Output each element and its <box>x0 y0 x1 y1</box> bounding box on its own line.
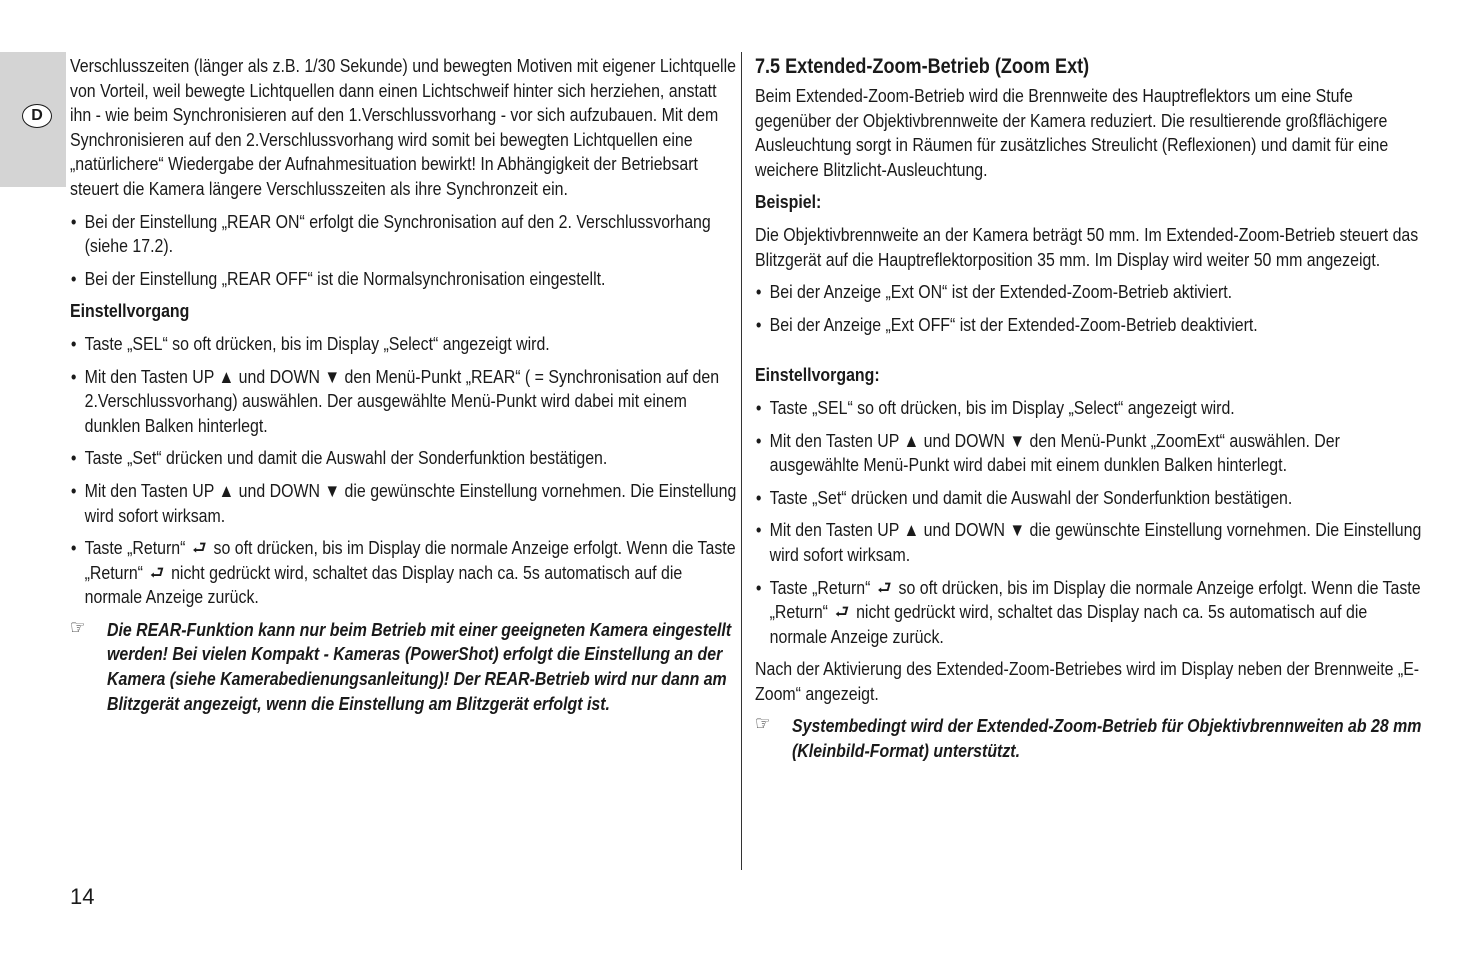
list-item: • Taste „Return“ ⮐ so oft drücken, bis im Display die normale Anzeige erfolgt. Wenn die Taste „Return“ ⮐ nicht gedrückt wird, schaltet das Display nach ca. 5s automatisch auf die normale Anzeige zurück. <box>70 537 736 608</box>
list-item: • Taste „Set“ drücken und damit die Auswahl der Sonderfunktion bestätigen. <box>70 447 608 469</box>
spacer <box>755 345 1422 363</box>
list-item: • Mit den Tasten UP ▲ und DOWN ▼ die gewünschte Einstellung vornehmen. Die Einstellung wird sofort wirksam. <box>70 479 737 526</box>
list-item: • Taste „Return“ ⮐ so oft drücken, bis im Display die normale Anzeige erfolgt. Wenn die Taste „Return“ ⮐ nicht gedrückt wird, schaltet das Display nach ca. 5s automatisch auf die normale Anzeige zurück. <box>755 576 1421 647</box>
list-item: • Bei der Einstellung „REAR OFF“ ist die Normalsynchronisation eingestellt. <box>70 267 606 289</box>
left-column <box>70 54 735 716</box>
list-item: • Mit den Tasten UP ▲ und DOWN ▼ den Menü-Punkt „REAR“ ( = Synchronisation auf den 2.Verschlussvorhang) auswählen. Der ausgewählte Menü-Punkt wird dabei mit einem dunklen Balken hinterlegt. <box>70 365 720 436</box>
list-item: • Taste „SEL“ so oft drücken, bis im Display „Select“ angezeigt wird. <box>70 332 550 354</box>
page-number: 14 <box>70 884 95 909</box>
example-paragraph: Die Objektivbrennweite an der Kamera beträgt 50 mm. Im Extended-Zoom-Betrieb steuert das Blitzgerät auf die Hauptreflektorposition 35 mm. Im Display wird weiter 50 mm angezeigt. <box>755 223 1419 270</box>
list-item: • Bei der Anzeige „Ext OFF“ ist der Extended-Zoom-Betrieb deaktiviert. <box>755 313 1258 335</box>
section-title: 7.5 Extended-Zoom-Betrieb (Zoom Ext) <box>755 55 1090 78</box>
right-column <box>755 54 1420 764</box>
language-badge: D <box>22 104 52 128</box>
return-icon: ⮐ <box>149 561 165 583</box>
list-item: • Bei der Anzeige „Ext ON“ ist der Extended-Zoom-Betrieb aktiviert. <box>755 281 1233 303</box>
right-intro-paragraph: Beim Extended-Zoom-Betrieb wird die Brennweite des Hauptreflektors um eine Stufe gegenüber der Objektivbrennweite der Kamera reduziert. Die resultierende großflächigere Ausleuchtung sorgt in Räumen für zusätzliches Streulicht (Reflexionen) und damit für eine weichere Blitzlicht-Ausleuchtung. <box>755 85 1389 180</box>
note-box <box>70 618 737 716</box>
list-item: • Mit den Tasten UP ▲ und DOWN ▼ die gewünschte Einstellung vornehmen. Die Einstellung wird sofort wirksam. <box>755 519 1422 565</box>
list-item: • Mit den Tasten UP ▲ und DOWN ▼ den Menü-Punkt „ZoomExt“ auswählen. Der ausgewählte Menü-Punkt wird dabei mit einem dunklen Balken hinterlegt. <box>755 429 1340 476</box>
return-icon: ⮐ <box>834 601 850 623</box>
after-paragraph: Nach der Aktivierung des Extended-Zoom-Betriebes wird im Display neben der Brennweite „E-Zoom“ angezeigt. <box>755 658 1420 704</box>
pointing-hand-icon: ☞ <box>755 713 771 736</box>
note-text: Die REAR-Funktion kann nur beim Betrieb mit einer geeigneten Kamera eingestellt werden! Bei vielen Kompakt - Kameras (PowerShot) erfolgt die Einstellung an der Kamera (siehe Kamerabedienungsanleitung)! Der REAR-Betrieb wird nur dann am Blitzgerät angezeigt, wenn die Einstellung am Blitzgerät erfolgt ist. <box>106 618 732 714</box>
example-heading: Beispiel: <box>755 191 822 213</box>
list-item: • Taste „Set“ drücken und damit die Auswahl der Sonderfunktion bestätigen. <box>755 486 1293 508</box>
section-heading: Einstellvorgang: <box>755 364 880 386</box>
return-icon: ⮐ <box>192 537 207 559</box>
left-intro-paragraph: Verschlusszeiten (länger als z.B. 1/30 Sekunde) und bewegten Motiven mit eigener Lichtquelle von Vorteil, weil bewegte Lichtquellen dann einen Lichtschweif hinter sich herziehen, anstatt ihn - wie beim Synchronisieren auf den 1.Verschlussvorhang - vor sich aufzubauen. Mit dem Synchronisieren auf den 2.Verschlussvorhang wird somit bei bewegten Lichtquellen eine „natürlichere“ Wiedergabe der Aufnahmesituation bewirkt! In Abhängigkeit der Betriebsart steuert die Kamera längere Verschlusszeiten als ihre Synchronzeit ein. <box>70 55 736 199</box>
return-icon: ⮐ <box>877 576 892 598</box>
note-box <box>755 714 1422 763</box>
pointing-hand-icon: ☞ <box>70 616 86 639</box>
list-item: • Taste „SEL“ so oft drücken, bis im Display „Select“ angezeigt wird. <box>755 396 1235 418</box>
list-item: • Bei der Einstellung „REAR ON“ erfolgt die Synchronisation auf den 2. Verschlussvorhang (siehe 17.2). <box>70 210 711 257</box>
column-divider <box>741 52 742 870</box>
note-text: Systembedingt wird der Extended-Zoom-Betrieb für Objektivbrennweiten ab 28 mm (Kleinbild-Format) unterstützt. <box>791 715 1422 762</box>
section-heading: Einstellvorgang <box>70 300 190 322</box>
